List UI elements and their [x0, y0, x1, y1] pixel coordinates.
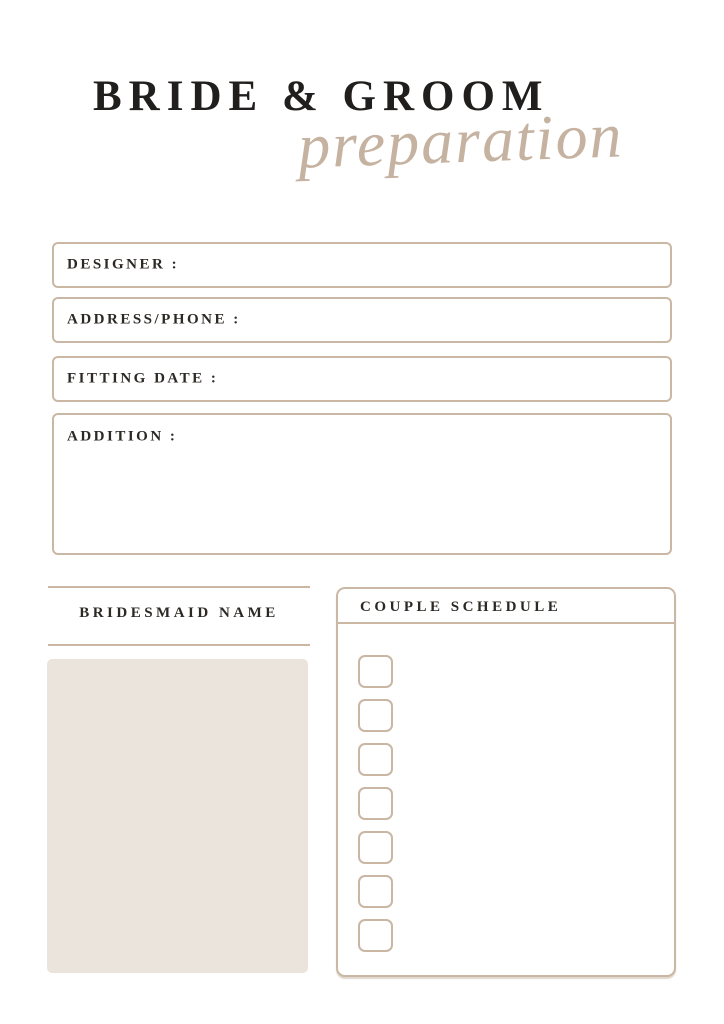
address-phone-field-label: ADDRESS/PHONE : — [67, 311, 241, 328]
couple-schedule-panel — [336, 587, 676, 977]
couple-schedule-heading: COUPLE SCHEDULE — [360, 599, 562, 615]
addition-field[interactable] — [52, 413, 672, 555]
schedule-checkbox[interactable] — [358, 655, 393, 688]
schedule-checkbox[interactable] — [358, 699, 393, 732]
fitting-date-field[interactable] — [52, 356, 672, 402]
fitting-date-field-label: FITTING DATE : — [67, 370, 219, 387]
schedule-checkbox[interactable] — [358, 787, 393, 820]
designer-field[interactable] — [52, 242, 672, 288]
addition-field-label: ADDITION : — [67, 428, 178, 445]
bridesmaid-name-heading: BRIDESMAID NAME — [79, 605, 279, 621]
page-title: BRIDE & GROOM — [93, 73, 550, 120]
schedule-checkbox[interactable] — [358, 743, 393, 776]
schedule-checkbox[interactable] — [358, 831, 393, 864]
page-subtitle: preparation — [296, 99, 625, 182]
divider-line — [48, 644, 310, 646]
schedule-checkbox-list — [358, 655, 393, 952]
bridesmaid-name-entry-area[interactable] — [47, 659, 308, 973]
schedule-checkbox[interactable] — [358, 875, 393, 908]
designer-field-label: DESIGNER : — [67, 256, 180, 273]
divider-line — [338, 622, 674, 624]
schedule-checkbox[interactable] — [358, 919, 393, 952]
divider-line — [48, 586, 310, 588]
address-phone-field[interactable] — [52, 297, 672, 343]
